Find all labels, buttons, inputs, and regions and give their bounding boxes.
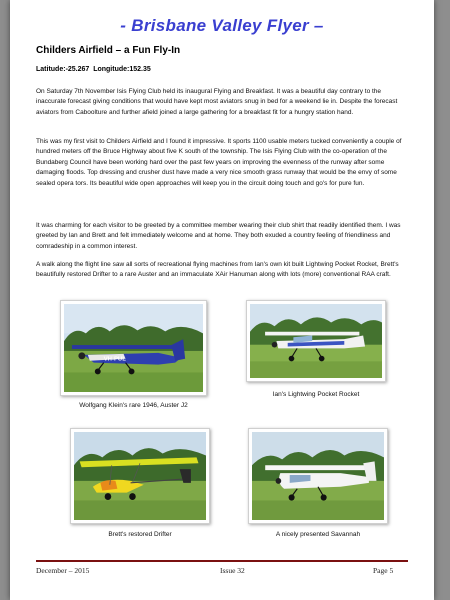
footer-date: December – 2015 [36,566,90,575]
photo-drifter [70,428,210,524]
paragraph-4: A walk along the flight line saw all sorts of recreational flying machines from Ian's own kit built Lightwing Pocket Rocket, Brett's beautifully restored Drifter to a rare Auster and an immaculate XAir Hanuman along with lots (more) conventional RAA craft. [36,261,399,279]
caption-lightwing: Ian's Lightwing Pocket Rocket [272,391,360,398]
auster-image [64,304,203,392]
footer-divider [36,560,408,562]
article-title-text: Childers Airfield – a Fun Fly-In [36,45,181,56]
photo-savannah [248,428,388,524]
caption-auster: Wolfgang Klein's rare 1946, Auster J2 [79,402,188,409]
photo-lightwing [246,300,386,382]
longitude-label: Longitude: [93,66,130,73]
lightwing-image [250,304,382,378]
drifter-image [74,432,206,520]
latitude-value: -25.267 [65,66,90,73]
paragraph-2: This was my first visit to Childers Airfield and I found it impressive. It sports 1100 usable meters tucked conveniently a couple of hundred meters off the Bruce Highway about five K south of the township. The Isis Flying Club with the co-operation of the Bundaberg Council have been working hard over the past few years on improving the evenness of the runway after some damaging floods. Top dressing and crusher dust have made a very nice smooth grass runway that would be the envy of some sealed opera tors. Its beautiful wide open approaches will keep you in the circuit doing touch and go's for pure fun. [36,138,402,187]
caption-savannah: A nicely presented Savannah [275,531,361,538]
article-title [36,45,180,56]
footer-page-number: Page 5 [373,566,394,575]
registration-text: VH-PUL [103,356,126,363]
caption-drifter: Brett's restored Drifter [108,531,172,538]
coordinates [36,66,151,73]
masthead-title: - Brisbane Valley Flyer – [120,16,324,35]
latitude-label: Latitude: [36,66,66,73]
paragraph-1: On Saturday 7th November Isis Flying Club held its inaugural Flying and Breakfast. It was a beautiful day contrary to the inaccurate forecast giving conditions that would have kept most aviators snug in bed for a weekend lie in. Despite the forecast aviators from Caboolture and further afield joined a large gathering for a breakfast fit for a hungry station hand. [36,88,398,116]
paragraph-3: It was charming for each visitor to be greeted by a committee member wearing their club shirt that readily identified them. I was greeted by Ian and Brett and felt immediately welcome and at home. They both exuded a country feeling of friendliness and comradeship in a common interest. [36,222,401,250]
newsletter-page [10,0,434,600]
longitude-value: 152.35 [129,66,151,73]
savannah-image [252,432,384,520]
footer-issue: Issue 32 [220,566,245,575]
photo-auster [60,300,207,396]
